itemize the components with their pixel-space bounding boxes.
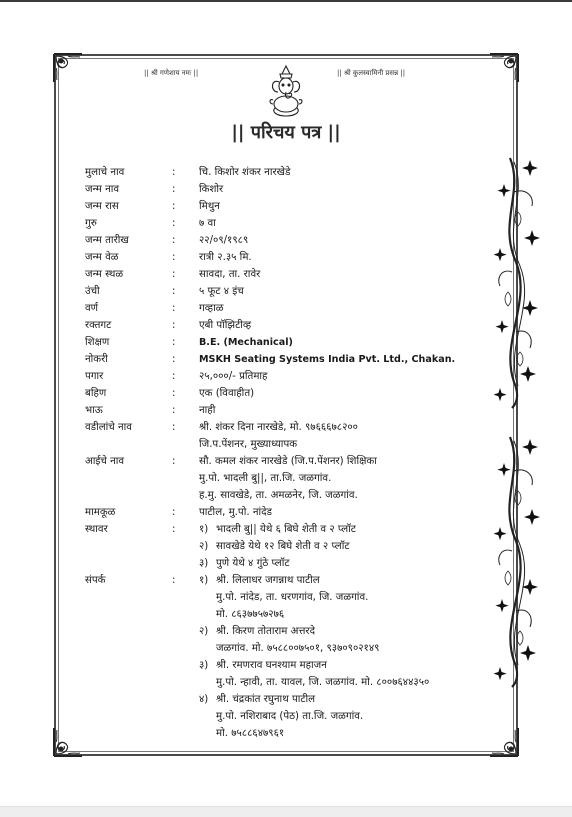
contact-name-text: श्री. लिलाधर जगन्नाथ पाटील: [216, 575, 320, 586]
property-text: भादली बु|| येथे ६ बिघे शेती व २ प्लॉट: [216, 524, 356, 535]
contact-name: [199, 623, 520, 640]
detail-row-rashi: [52, 198, 520, 215]
detail-label: जन्म नाव: [85, 184, 120, 195]
contact-name: [199, 691, 520, 708]
contact-name: [199, 657, 520, 674]
detail-value: गव्हाळ: [199, 303, 224, 314]
detail-value: मिथुन: [199, 201, 220, 212]
detail-row-education: [52, 334, 520, 351]
detail-label: पगार: [85, 371, 104, 382]
detail-label: उंची: [85, 286, 100, 297]
detail-label: मामकूळ: [85, 507, 116, 518]
detail-separator: :: [172, 388, 176, 399]
father-detail-line: जि.प.पेंशनर, मुख्याध्यापक: [199, 439, 298, 450]
contact-line: जळगांव. मो. ७५८८००७५०१, ९३७०९०२१४९: [216, 643, 380, 654]
detail-value: MSKH Seating Systems India Pvt. Ltd., Chakan.: [199, 354, 456, 365]
left-blessing: || श्री गणेशाय नमः ||: [144, 69, 199, 77]
detail-row-birth-name: [52, 181, 520, 198]
contact-line: मु.पो. नशिराबाद (पेठ) ता.जि. जळगांव.: [216, 711, 364, 722]
contact-line: मु.पो. न्हावी, ता. यावल, जि. जळगांव. मो. ८००७६४४३५०: [216, 677, 430, 688]
detail-row-salary: [52, 368, 520, 385]
biodata-page: [52, 52, 520, 758]
detail-row-mamkul: [52, 504, 520, 521]
detail-value: एक (विवाहीत): [199, 388, 255, 399]
detail-row-dob: [52, 232, 520, 249]
detail-label: बहिण: [85, 388, 107, 399]
right-blessing: || श्री कुलस्वामिनी प्रसन्न ||: [337, 69, 406, 77]
property-item: [199, 538, 520, 555]
detail-separator: :: [172, 269, 176, 280]
detail-label: गुरु: [85, 218, 97, 229]
property-item: [199, 521, 356, 538]
detail-label: जन्म रास: [85, 201, 119, 212]
detail-row-mother: [52, 453, 520, 470]
detail-separator: :: [172, 575, 176, 586]
detail-separator: :: [172, 422, 176, 433]
detail-label: नोकरी: [85, 354, 108, 365]
detail-row-complexion: [52, 300, 520, 317]
top-border-line: [0, 0, 572, 2]
contact-name-text: श्री. किरण तोताराम अत्तरदे: [216, 626, 315, 637]
contact-line: मो. ७५८८६४७९६१: [216, 728, 285, 739]
detail-label: मुलाचे नाव: [85, 167, 125, 178]
list-number: २): [199, 541, 209, 552]
detail-row-birth-place: [52, 266, 520, 283]
detail-value: एबी पॉझिटीव्ह: [199, 320, 252, 331]
detail-separator: :: [172, 507, 176, 518]
mother-detail-line: ह.मु. सावखेडे, ता. अमळनेर, जि. जळगांव.: [199, 490, 358, 501]
property-item: [199, 555, 520, 572]
detail-row-father: [52, 419, 520, 436]
detail-separator: :: [172, 184, 176, 195]
detail-separator: :: [172, 167, 176, 178]
list-number: ३): [199, 660, 209, 671]
detail-value: ७ वा: [199, 218, 216, 229]
detail-label: रक्तगट: [85, 320, 112, 331]
detail-separator: :: [172, 201, 176, 212]
detail-separator: :: [172, 354, 176, 365]
detail-separator: :: [172, 371, 176, 382]
viewer-bottom-bar: [0, 806, 572, 817]
detail-value: चि. किशोर शंकर नारखेडे: [199, 167, 291, 178]
detail-separator: :: [172, 286, 176, 297]
detail-value: २२/०९/१९८९: [199, 235, 249, 246]
detail-row-sister: [52, 385, 520, 402]
detail-row-job: [52, 351, 520, 368]
detail-separator: :: [172, 337, 176, 348]
detail-value: ५ फूट ४ इंच: [199, 286, 244, 297]
detail-value: B.E. (Mechanical): [199, 337, 293, 348]
contact-name-text: श्री. चंद्रकांत रघुनाथ पाटील: [216, 694, 316, 705]
list-number: २): [199, 626, 209, 637]
detail-row-guru: [52, 215, 520, 232]
detail-separator: :: [172, 524, 176, 535]
detail-value: २५,०००/- प्रतिमाह: [199, 371, 268, 382]
detail-row-height: [52, 283, 520, 300]
contact-line: मु.पो. नांदेड, ता. धरणगांव, जि. जळगांव.: [216, 592, 369, 603]
contact-name-text: श्री. रमणराव घनश्याम महाजन: [216, 660, 327, 671]
detail-value: पाटील, मु.पो. नांदेड: [199, 507, 272, 518]
detail-label: जन्म वेळ: [85, 252, 119, 263]
detail-row-name: [52, 164, 520, 181]
detail-label: आईचे नाव: [85, 456, 125, 467]
detail-row-contacts: [52, 572, 520, 589]
corner-flourish-icon: [488, 52, 520, 84]
contact-name: [199, 572, 320, 589]
corner-flourish-icon: [52, 52, 84, 84]
mother-detail-line: मु.पो. भादली बु||, ता.जि. जळगांव.: [199, 473, 332, 484]
detail-value: नाही: [199, 405, 216, 416]
detail-separator: :: [172, 405, 176, 416]
detail-value: श्री. शंकर दिना नारखेडे, मो. ९७६६६७८२००: [199, 422, 358, 433]
detail-label: संपर्क: [85, 575, 106, 586]
detail-label: जन्म स्थळ: [85, 269, 124, 280]
detail-row-brother: [52, 402, 520, 419]
detail-separator: :: [172, 456, 176, 467]
contact-line: मो. ८६३७७५७२७६: [216, 609, 285, 620]
detail-label: वर्ण: [85, 303, 99, 314]
list-number: १): [199, 524, 209, 535]
detail-separator: :: [172, 320, 176, 331]
detail-label: जन्म तारीख: [85, 235, 129, 246]
list-number: ४): [199, 694, 209, 705]
detail-label: भाऊ: [85, 405, 103, 416]
detail-separator: :: [172, 252, 176, 263]
detail-row-birth-time: [52, 249, 520, 266]
detail-value: सावदा, ता. रावेर: [199, 269, 261, 280]
detail-separator: :: [172, 303, 176, 314]
detail-label: शिक्षण: [85, 337, 110, 348]
detail-separator: :: [172, 218, 176, 229]
detail-value: रात्री २.३५ मि.: [199, 252, 252, 263]
page-title: || परिचय पत्र ||: [231, 122, 341, 143]
detail-value: सौ. कमल शंकर नारखेडे (जि.प.पेंशनर) शिक्षिका: [199, 456, 377, 467]
detail-separator: :: [172, 235, 176, 246]
detail-label: स्थावर: [85, 524, 108, 535]
detail-value: किशोर: [199, 184, 224, 195]
list-number: १): [199, 575, 209, 586]
detail-label: वडीलांचे नाव: [85, 422, 132, 433]
detail-row-property: [52, 521, 520, 538]
detail-row-blood-group: [52, 317, 520, 334]
list-number: ३): [199, 558, 209, 569]
ganesha-icon: [267, 64, 305, 118]
biodata-details: [52, 164, 520, 742]
property-text: पुणे येथे ४ गुंठे प्लॉट: [216, 558, 290, 569]
property-text: सावखेडे येथे १२ बिघे शेती व २ प्लॉट: [216, 541, 350, 552]
